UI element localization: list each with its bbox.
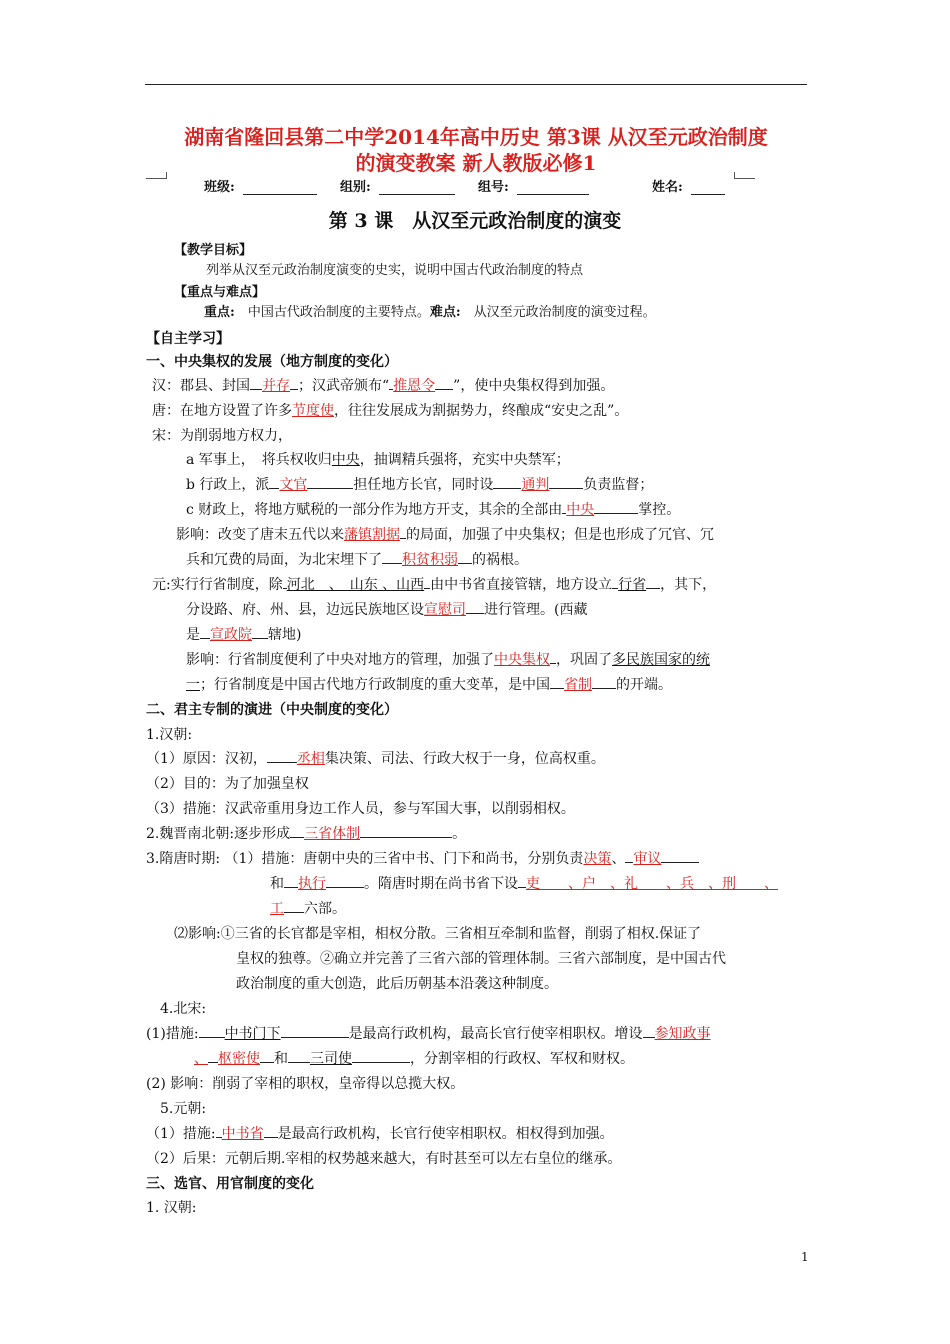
section-3-heading: 三、选官、用官制度的变化 — [146, 1176, 314, 1192]
song-finance: c 财政上，将地方赋税的一部分作为地方开支，其余的全部由 中央 掌控。 — [186, 502, 681, 518]
s3-han-heading: 1. 汉朝: — [146, 1200, 197, 1216]
lesson-title: 第 3 课 从汉至元政治制度的演变 — [328, 210, 622, 232]
s2-han-purpose: （2）目的：为了加强皇权 — [146, 776, 309, 792]
page-number: 1 — [801, 1250, 809, 1264]
title-line-1: 湖南省隆回县第二中学2014年高中历史 第3课 从汉至元政治制度 — [184, 125, 768, 149]
keypoints-heading: 【重点与难点】 — [174, 285, 266, 300]
s2-sui-impact-2: 皇权的独尊。②确立并完善了三省六部的管理体制。三省六部制度，是中国古代 — [236, 951, 726, 967]
yuan-line-1: 元:实行行省制度，除 河北 、 山东 、山西 由中书省直接管辖，地方设立 行省 ，其下， — [152, 577, 717, 593]
s2-han-reason: （1）原因：汉初， 丞相集决策、司法、行政大权于一身，位高权重。 — [146, 751, 605, 767]
info-group-no: 组号: — [478, 176, 589, 195]
document-title — [140, 124, 812, 176]
yuan-line-3: 是 宣政院 辖地) — [186, 627, 302, 643]
s2-song-impact: (2) 影响：削弱了宰相的职权，皇帝得以总揽大权。 — [146, 1076, 465, 1092]
section-1-heading: 一、中央集权的发展（地方制度的变化） — [146, 354, 398, 370]
tang-line: 唐：在地方设置了许多节度使，往往发展成为割据势力，终酿成“安史之乱”。 — [152, 403, 629, 419]
s2-yuan-result: （2）后果：元朝后期.宰相的权势越来越大，有时甚至可以左右皇位的继承。 — [146, 1151, 622, 1167]
keypoints-text: 重点: 中国古代政治制度的主要特点。难点: 从汉至元政治制度的演变过程。 — [204, 305, 656, 320]
corner-mark-left — [146, 172, 167, 179]
han-line: 汉：郡县、封国 并存 ；汉武帝颁布“ 推恩令 ”，使中央集权得到加强。 — [152, 378, 615, 394]
song-heading: 宋：为削弱地方权力， — [152, 428, 292, 444]
s2-wei-line: 2.魏晋南北朝:逐步形成 三省体制 。 — [146, 826, 467, 842]
s2-sui-line-3: 工 六部。 — [270, 901, 346, 917]
s2-yuan-heading: 5.元朝: — [160, 1101, 207, 1117]
title-line-2: 的演变教案 新人教版必修1 — [355, 151, 597, 175]
s2-han-heading: 1.汉朝: — [146, 727, 193, 743]
header-rule — [145, 84, 807, 85]
s2-sui-line-2: 和 执行 。隋唐时期在尚书省下设 吏 、户 、礼 、兵 、刑 、 — [270, 876, 778, 892]
yuan-impact-2: 一；行省制度是中国古代地方行政制度的重大变革，是中国 省制 的开端。 — [186, 677, 672, 693]
s2-han-measure: （3）措施：汉武帝重用身边工作人员，参与军国大事，以削弱相权。 — [146, 801, 575, 817]
corner-mark-right — [734, 172, 755, 179]
info-group: 组别: — [340, 176, 455, 195]
yuan-line-2: 分设路、府、州、县，边远民族地区设宣慰司 进行管理。(西藏 — [186, 602, 588, 618]
song-military: a 军事上， 将兵权收归中央，抽调精兵强将，充实中央禁军； — [186, 452, 570, 468]
objectives-text: 列举从汉至元政治制度演变的史实，说明中国古代政治制度的特点 — [206, 263, 584, 278]
s2-song-measure-1: (1)措施: 中书门下 是最高行政机构，最高长官行使宰相职权。增设 参知政事 — [146, 1026, 711, 1042]
song-impact-1: 影响：改变了唐末五代以来藩镇割据 的局面，加强了中央集权；但是也形成了冗官、冗 — [176, 527, 714, 543]
s2-song-measure-2: 、 枢密使 和 三司使 ，分割宰相的行政权、军权和财权。 — [194, 1051, 634, 1067]
yuan-impact-1: 影响：行省制度便利了中央对地方的管理，加强了中央集权 ，巩固了多民族国家的统 — [186, 652, 710, 668]
song-impact-2: 兵和冗费的局面，为北宋埋下了 积贫积弱 的祸根。 — [186, 552, 528, 568]
section-2-heading: 二、君主专制的演进（中央制度的变化） — [146, 702, 398, 718]
info-name: 姓名: — [652, 176, 725, 195]
s2-song-heading: 4.北宋: — [160, 1001, 207, 1017]
song-admin: b 行政上，派 文官 担任地方长官，同时设 通判 负责监督； — [186, 477, 654, 493]
s2-sui-impact-1: ⑵影响:①三省的长官都是宰相，相权分散。三省相互牵制和监督，削弱了相权.保证了 — [174, 926, 702, 942]
s2-yuan-measure: （1）措施: 中书省 是最高行政机构，长官行使宰相职权。相权得到加强。 — [146, 1126, 614, 1142]
objectives-heading: 【教学目标】 — [174, 243, 253, 258]
info-class: 班级: — [204, 176, 317, 195]
s2-sui-impact-3: 政治制度的重大创造，此后历朝基本沿袭这种制度。 — [236, 976, 558, 992]
self-study-heading: 【自主学习】 — [146, 331, 230, 347]
s2-sui-line-1: 3.隋唐时期: （1）措施：唐朝中央的三省中书、门下和尚书，分别负责决策、 审议 — [146, 850, 699, 868]
